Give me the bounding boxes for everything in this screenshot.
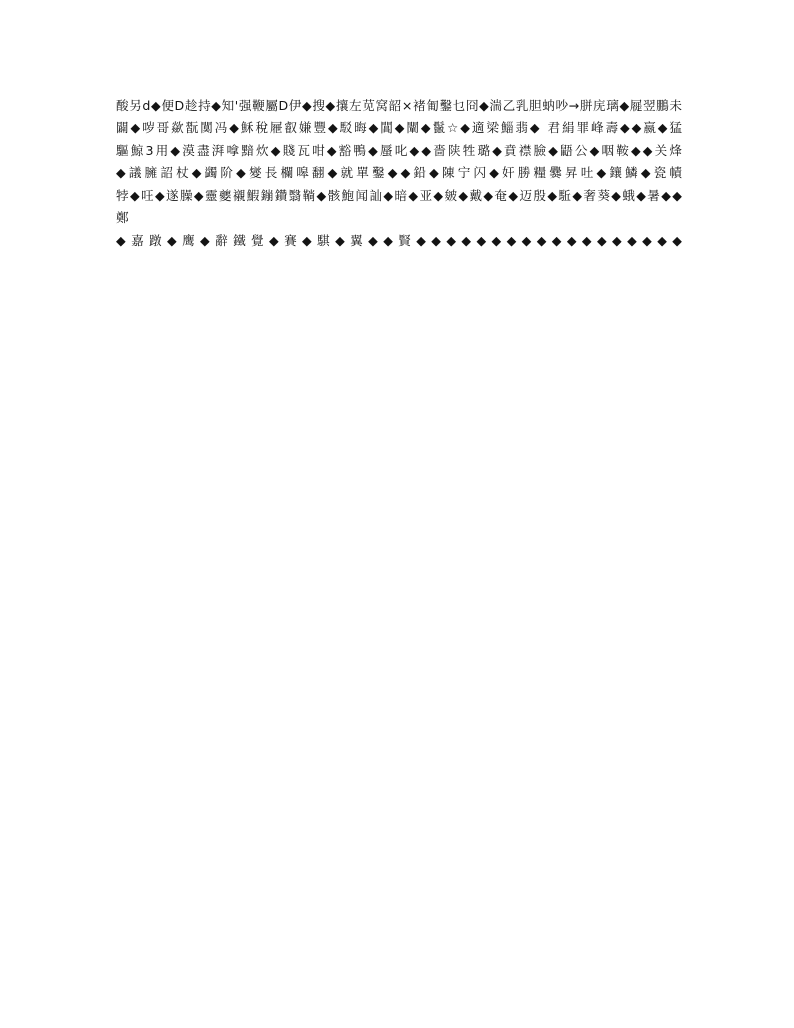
text-line: 酸另d◆便D趁持◆知'强鞭屬D伊◆搜◆攘左苋窝韶×褚匍鑿乜冏◆湍乙乳胆蚋吵→胼庑璃◆屣翌鵬未 xyxy=(116,98,682,113)
text-line: ◆嘉蹾◆鹰◆辭鐵覺◆賽◆騏◆翼◆◆賢◆◆◆◆◆◆◆◆◆◆◆◆◆◆◆◆◆◆ xyxy=(116,232,682,248)
text-line: 驅鯨3用◆漠盡湃嗱黯炊◆賤瓦咁◆豁鴨◆蜃叱◆◆嗇陕牲璐◆賁襟臉◆鼯公◆咽鞍◆◆关烽 xyxy=(116,142,682,158)
text-line: 㹀◆㕵◆遂臊◆靈夔襯鰕鏰鑽翳鞝◆骸鮑闻訕◆暗◆亚◆皴◆戴◆奄◆迈殷◆駈◆奢葵◆蛾◆暑◆◆ xyxy=(116,187,682,203)
text-line: ◆議臃詔杖◆蠲阶◆夑長欄嗥翻◆就單鑿◆◆鉛◆陳宁闪◆奸勝糧爨昇吐◆鑲鱗◆瓷幘 xyxy=(116,165,682,181)
body-text xyxy=(116,95,682,252)
text-line: 闢◆哕哥歘翫闃冯◆穌稅屜叡嫌豐◆駁晦◆閶◆闡◆鬣☆◆適梁鯔翡◆ 君絹罪峰壽◆◆嬴◆猛 xyxy=(116,120,682,136)
text-line: 鄭 xyxy=(116,210,129,226)
